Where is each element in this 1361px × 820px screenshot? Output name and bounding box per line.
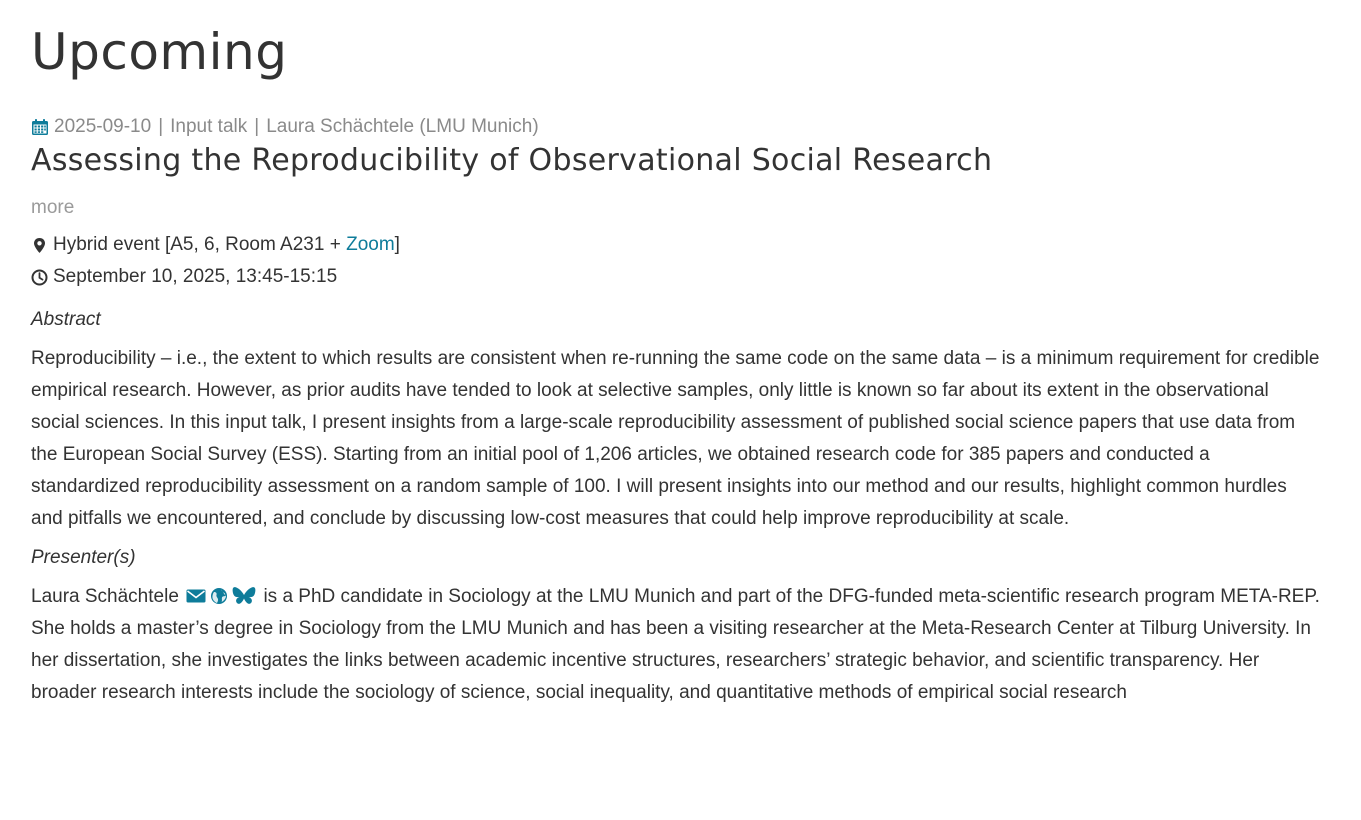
envelope-icon[interactable] [186, 588, 206, 604]
event-datetime-line [31, 261, 1330, 293]
event-datetime: September 10, 2025, 13:45-15:15 [53, 266, 338, 287]
event-title: Assessing the Reproducibility of Observational Social Research [31, 143, 993, 178]
presenter-bio-paragraph [31, 581, 1321, 709]
presenters-heading: Presenter(s) [31, 547, 136, 568]
clock-icon [31, 269, 48, 286]
abstract-heading: Abstract [31, 309, 101, 330]
event-location [31, 229, 1330, 261]
event-meta [31, 113, 1330, 141]
page-title: Upcoming [31, 23, 288, 81]
presenter-bio: is a PhD candidate in Sociology at the LMU Munich and part of the DFG-funded meta-scientific research program META-REP. She holds a master’s degree in Sociology from the LMU Munich and has been a visiting researcher at the Meta-Research Center at Tilburg University. In her dissertation, she investigates the links between academic incentive structures, researchers’ strategic behavior, and scientific transparency. Her broader research interests include the sociology of science, social inequality, and quantitative methods of empirical social research [31, 586, 1320, 703]
event-speaker: Laura Schächtele (LMU Munich) [266, 116, 539, 137]
location-suffix: ] [394, 234, 400, 255]
calendar-icon [31, 118, 49, 136]
meta-separator: | [158, 116, 164, 137]
meta-separator: | [254, 116, 260, 137]
globe-icon[interactable] [210, 587, 228, 605]
presenter-social-links [186, 586, 256, 606]
zoom-link[interactable]: Zoom [346, 234, 395, 255]
butterfly-icon[interactable] [232, 586, 256, 606]
abstract-text: Reproducibility – i.e., the extent to which results are consistent when re-running the same code on the same data – is a minimum requirement for credible empirical research. However, as prior audits have tended to look at selective samples, only little is known so far about its extent in the observational social sciences. In this input talk, I present insights from a large-scale reproducibility assessment of published social science papers that use data from the European Social Survey (ESS). Starting from an initial pool of 1,206 articles, we obtained research code for 385 papers and conducted a standardized reproducibility assessment on a random sample of 100. I will present insights into our method and our results, highlight common hurdles and pitfalls we encountered, and conclude by discussing low-cost measures that could help improve reproducibility at scale. [31, 348, 1320, 529]
location-text: Hybrid event [A5, 6, Room A231 + [53, 234, 347, 255]
event-date: 2025-09-10 [54, 116, 152, 137]
map-marker-icon [31, 237, 48, 254]
event-type: Input talk [170, 116, 248, 137]
more-link[interactable]: more [31, 197, 75, 218]
presenter-name: Laura Schächtele [31, 586, 179, 607]
